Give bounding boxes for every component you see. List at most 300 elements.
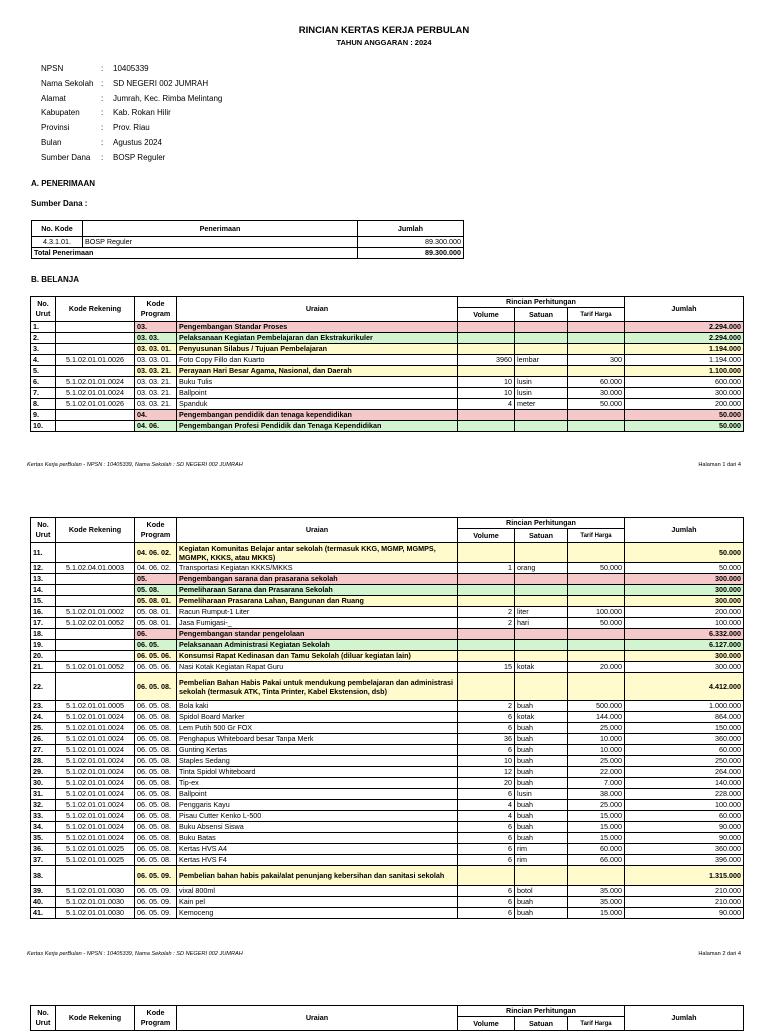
- volume-cell: 6: [458, 897, 515, 908]
- col-kode-header: No. Kode: [32, 221, 83, 237]
- program-cell: 06. 05. 08.: [135, 701, 177, 712]
- tarif-cell: 20.000: [568, 662, 625, 673]
- satuan-cell: meter: [515, 399, 568, 410]
- table-row: [31, 886, 744, 897]
- satuan-cell: [515, 866, 568, 886]
- jumlah-cell: 90.000: [625, 833, 744, 844]
- no-cell: 32.: [31, 800, 56, 811]
- info-colon: :: [101, 137, 104, 147]
- jumlah-cell: 2.294.000: [625, 333, 744, 344]
- info-colon: :: [101, 152, 104, 162]
- rekening-cell: [56, 585, 135, 596]
- col-jumlah-header: Jumlah: [625, 297, 744, 322]
- program-cell: 05. 08. 01.: [135, 618, 177, 629]
- program-cell: 06. 05. 08.: [135, 745, 177, 756]
- jumlah-cell: 264.000: [625, 767, 744, 778]
- satuan-cell: [515, 543, 568, 563]
- uraian-cell: Bola kaki: [177, 701, 458, 712]
- info-value: Kab. Rokan Hilir: [113, 108, 171, 118]
- rekening-cell: 5.1.02.01.01.0025: [56, 855, 135, 866]
- uraian-cell: Pengembangan standar pengelolaan: [177, 629, 458, 640]
- program-cell: 04. 06. 02.: [135, 563, 177, 574]
- tarif-cell: 50.000: [568, 618, 625, 629]
- tarif-cell: 15.000: [568, 811, 625, 822]
- rekening-cell: 5.1.02.01.01.0030: [56, 897, 135, 908]
- table-row: [31, 629, 744, 640]
- jumlah-cell: 50.000: [625, 421, 744, 432]
- uraian-cell: Spanduk: [177, 399, 458, 410]
- volume-cell: [458, 333, 515, 344]
- no-cell: 30.: [31, 778, 56, 789]
- school-info: [41, 62, 222, 166]
- jumlah-cell: 360.000: [625, 734, 744, 745]
- program-cell: 06. 05. 08.: [135, 855, 177, 866]
- info-value: SD NEGERI 002 JUMRAH: [113, 78, 209, 88]
- satuan-cell: buah: [515, 734, 568, 745]
- tarif-cell: [568, 333, 625, 344]
- rekening-cell: [56, 640, 135, 651]
- uraian-cell: Foto Copy Fillo dan Kuarto: [177, 355, 458, 366]
- volume-cell: [458, 344, 515, 355]
- volume-cell: [458, 421, 515, 432]
- tarif-cell: 50.000: [568, 399, 625, 410]
- rekening-cell: 5.1.02.01.01.0024: [56, 734, 135, 745]
- volume-cell: [458, 410, 515, 421]
- volume-cell: [458, 585, 515, 596]
- col-satuan-header: Satuan: [515, 308, 568, 322]
- table-row: [31, 745, 744, 756]
- jumlah-cell: 4.412.000: [625, 673, 744, 701]
- rekening-cell: 5.1.02.01.01.0026: [56, 399, 135, 410]
- col-satuan-header: Satuan: [515, 529, 568, 543]
- jumlah-cell: 396.000: [625, 855, 744, 866]
- col-jumlah-header: Jumlah: [625, 1006, 744, 1031]
- rekening-cell: 5.1.02.01.01.0024: [56, 745, 135, 756]
- satuan-cell: buah: [515, 822, 568, 833]
- info-label: NPSN: [41, 64, 64, 73]
- program-cell: 04. 06.: [135, 421, 177, 432]
- tarif-cell: [568, 866, 625, 886]
- no-cell: 27.: [31, 745, 56, 756]
- table-row: [31, 673, 744, 701]
- satuan-cell: [515, 596, 568, 607]
- satuan-cell: buah: [515, 800, 568, 811]
- rekening-cell: 5.1.02.01.01.0024: [56, 723, 135, 734]
- tarif-cell: 25.000: [568, 800, 625, 811]
- info-colon: :: [101, 123, 104, 133]
- tarif-cell: 25.000: [568, 723, 625, 734]
- uraian-cell: Pemeliharaan Sarana dan Prasarana Sekolah: [177, 585, 458, 596]
- info-row: [41, 62, 222, 77]
- jumlah-cell: 300.000: [625, 574, 744, 585]
- table-row: [31, 756, 744, 767]
- rekening-cell: [56, 651, 135, 662]
- program-cell: 03. 03.: [135, 333, 177, 344]
- volume-cell: 4: [458, 800, 515, 811]
- no-cell: 7.: [31, 388, 56, 399]
- program-cell: 06. 05. 08.: [135, 811, 177, 822]
- tarif-cell: 35.000: [568, 897, 625, 908]
- rekening-cell: 5.1.02.01.01.0052: [56, 662, 135, 673]
- table-row: [31, 596, 744, 607]
- satuan-cell: buah: [515, 908, 568, 919]
- uraian-cell: Buku Absensi Siswa: [177, 822, 458, 833]
- uraian-cell: Ballpoint: [177, 388, 458, 399]
- uraian-cell: Racun Rumput-1 Liter: [177, 607, 458, 618]
- total-row: [32, 248, 464, 259]
- satuan-cell: [515, 629, 568, 640]
- col-rincian-header: Rincian Perhitungan: [458, 1006, 625, 1017]
- satuan-cell: buah: [515, 897, 568, 908]
- rekening-cell: 5.1.02.01.01.0025: [56, 844, 135, 855]
- jumlah-cell: 50.000: [625, 563, 744, 574]
- satuan-cell: [515, 673, 568, 701]
- volume-cell: [458, 640, 515, 651]
- col-rincian-header: Rincian Perhitungan: [458, 297, 625, 308]
- jumlah-cell: 200.000: [625, 399, 744, 410]
- uraian-cell: Pembelian bahan habis pakai/alat penunjang kebersihan dan sanitasi sekolah: [177, 866, 458, 886]
- tarif-cell: 25.000: [568, 756, 625, 767]
- table-row: [31, 778, 744, 789]
- uraian-cell: Tinta Spidol Whiteboard: [177, 767, 458, 778]
- tarif-cell: [568, 596, 625, 607]
- rekening-cell: 5.1.02.01.01.0024: [56, 800, 135, 811]
- sumber-dana-label: Sumber Dana :: [31, 199, 88, 208]
- satuan-cell: buah: [515, 723, 568, 734]
- no-cell: 40.: [31, 897, 56, 908]
- tarif-cell: 66.000: [568, 855, 625, 866]
- table-row: [31, 399, 744, 410]
- info-label: Nama Sekolah: [41, 78, 94, 88]
- satuan-cell: [515, 651, 568, 662]
- satuan-cell: [515, 410, 568, 421]
- rekening-cell: 5.1.02.02.01.0052: [56, 618, 135, 629]
- program-cell: 06. 05.: [135, 640, 177, 651]
- no-cell: 25.: [31, 723, 56, 734]
- program-cell: 03. 03. 01.: [135, 344, 177, 355]
- program-cell: 06. 05. 06.: [135, 662, 177, 673]
- col-no-header: No. Urut: [31, 518, 56, 543]
- col-uraian-header: Uraian: [177, 297, 458, 322]
- info-row: [41, 151, 222, 166]
- no-cell: 21.: [31, 662, 56, 673]
- program-cell: 05. 08.: [135, 585, 177, 596]
- tarif-cell: 100.000: [568, 607, 625, 618]
- rekening-cell: [56, 421, 135, 432]
- table-row: [31, 897, 744, 908]
- uraian-cell: Perayaan Hari Besar Agama, Nasional, dan Daerah: [177, 366, 458, 377]
- volume-cell: 10: [458, 377, 515, 388]
- jumlah-cell: 140.000: [625, 778, 744, 789]
- col-volume-header: Volume: [458, 1017, 515, 1031]
- uraian-cell: Buku Batas: [177, 833, 458, 844]
- uraian-cell: Penyusunan Silabus / Tujuan Pembelajaran: [177, 344, 458, 355]
- satuan-cell: buah: [515, 745, 568, 756]
- satuan-cell: rim: [515, 855, 568, 866]
- satuan-cell: buah: [515, 756, 568, 767]
- tarif-cell: [568, 543, 625, 563]
- uraian-cell: Pisau Cutter Kenko L-500: [177, 811, 458, 822]
- program-cell: 06. 05. 09.: [135, 908, 177, 919]
- uraian-cell: Buku Tulis: [177, 377, 458, 388]
- program-cell: 06. 05. 08.: [135, 844, 177, 855]
- info-colon: :: [101, 108, 104, 118]
- table-row: [31, 585, 744, 596]
- program-cell: 06. 05. 09.: [135, 886, 177, 897]
- table-row: [31, 355, 744, 366]
- satuan-cell: buah: [515, 833, 568, 844]
- jumlah-cell: 6.127.000: [625, 640, 744, 651]
- tarif-cell: 15.000: [568, 908, 625, 919]
- program-cell: 06. 05. 08.: [135, 833, 177, 844]
- volume-cell: 12: [458, 767, 515, 778]
- program-cell: 06. 05. 08.: [135, 822, 177, 833]
- jumlah-cell: 2.294.000: [625, 322, 744, 333]
- rekening-cell: 5.1.02.01.01.0024: [56, 767, 135, 778]
- no-cell: 35.: [31, 833, 56, 844]
- no-cell: 13.: [31, 574, 56, 585]
- table-row: [31, 789, 744, 800]
- no-cell: 29.: [31, 767, 56, 778]
- uraian-cell: Kegiatan Komunitas Belajar antar sekolah (termasuk KKG, MGMP, MGMPS, MGMPK, KKKS, atau MKKS): [177, 543, 458, 563]
- info-row: [41, 77, 222, 92]
- rekening-cell: [56, 574, 135, 585]
- col-volume-header: Volume: [458, 308, 515, 322]
- col-satuan-header: Satuan: [515, 1017, 568, 1031]
- tarif-cell: 30.000: [568, 388, 625, 399]
- jumlah-cell: 1.194.000: [625, 344, 744, 355]
- rekening-cell: 5.1.02.01.01.0024: [56, 712, 135, 723]
- rekening-cell: 5.1.02.01.01.0024: [56, 756, 135, 767]
- satuan-cell: [515, 574, 568, 585]
- jumlah-cell: 250.000: [625, 756, 744, 767]
- no-cell: 6.: [31, 377, 56, 388]
- uraian-cell: Ballpoint: [177, 789, 458, 800]
- table-row: [31, 333, 744, 344]
- no-cell: 28.: [31, 756, 56, 767]
- no-cell: 11.: [31, 543, 56, 563]
- table-row: [31, 366, 744, 377]
- volume-cell: 6: [458, 833, 515, 844]
- no-cell: 12.: [31, 563, 56, 574]
- rekening-cell: [56, 629, 135, 640]
- no-cell: 17.: [31, 618, 56, 629]
- table-row: [31, 833, 744, 844]
- volume-cell: 2: [458, 618, 515, 629]
- uraian-cell: Pembelian Bahan Habis Pakai untuk mendukung pembelajaran dan administrasi sekolah (termasuk ATK, Tinta Printer, Kabel Ekstension, dsb): [177, 673, 458, 701]
- col-program-header: Kode Program: [135, 518, 177, 543]
- satuan-cell: liter: [515, 607, 568, 618]
- section-belanja-heading: B. BELANJA: [31, 275, 80, 284]
- tarif-cell: 15.000: [568, 833, 625, 844]
- volume-cell: 1: [458, 563, 515, 574]
- info-value: Prov. Riau: [113, 123, 150, 133]
- satuan-cell: lembar: [515, 355, 568, 366]
- jumlah-cell: 1.194.000: [625, 355, 744, 366]
- satuan-cell: buah: [515, 778, 568, 789]
- no-cell: 14.: [31, 585, 56, 596]
- info-value: 10405339: [113, 64, 149, 73]
- program-cell: 06. 05. 08.: [135, 767, 177, 778]
- satuan-cell: hari: [515, 618, 568, 629]
- uraian-cell: Kertas HVS F4: [177, 855, 458, 866]
- uraian-cell: Staples Sedang: [177, 756, 458, 767]
- volume-cell: 10: [458, 388, 515, 399]
- tarif-cell: [568, 651, 625, 662]
- no-cell: 33.: [31, 811, 56, 822]
- tarif-cell: [568, 673, 625, 701]
- jumlah-cell: 228.000: [625, 789, 744, 800]
- tarif-cell: 60.000: [568, 844, 625, 855]
- kode-cell: 4.3.1.01.: [32, 237, 83, 248]
- rekening-cell: 5.1.02.01.01.0024: [56, 388, 135, 399]
- info-colon: :: [101, 93, 104, 103]
- satuan-cell: kotak: [515, 712, 568, 723]
- jumlah-cell: 300.000: [625, 662, 744, 673]
- info-value: Jumrah, Kec. Rimba Melintang: [113, 93, 223, 103]
- footer-text: Kertas Kerja perBulan - NPSN : 10405339, Nama Sekolah : SD NEGERI 002 JUMRAH: [27, 951, 243, 957]
- info-value: BOSP Reguler: [113, 152, 166, 162]
- volume-cell: [458, 543, 515, 563]
- volume-cell: 6: [458, 844, 515, 855]
- page-number: Halaman 2 dari 4: [698, 951, 741, 957]
- rekening-cell: [56, 366, 135, 377]
- table-row: [31, 543, 744, 563]
- tarif-cell: [568, 410, 625, 421]
- program-cell: 06.: [135, 629, 177, 640]
- tarif-cell: 22.000: [568, 767, 625, 778]
- satuan-cell: [515, 344, 568, 355]
- table-row: [31, 574, 744, 585]
- penerimaan-cell: BOSP Reguler: [83, 237, 358, 248]
- info-label: Kabupaten: [41, 108, 80, 118]
- program-cell: 06. 05. 08.: [135, 723, 177, 734]
- table-row: [31, 866, 744, 886]
- volume-cell: [458, 322, 515, 333]
- uraian-cell: Pemeliharaan Prasarana Lahan, Bangunan dan Ruang: [177, 596, 458, 607]
- satuan-cell: lusin: [515, 789, 568, 800]
- col-uraian-header: Uraian: [177, 518, 458, 543]
- satuan-cell: kotak: [515, 662, 568, 673]
- total-label: Total Penerimaan: [32, 248, 358, 259]
- volume-cell: 4: [458, 399, 515, 410]
- info-row: [41, 92, 222, 107]
- uraian-cell: Lem Putih 500 Gr FOX: [177, 723, 458, 734]
- uraian-cell: vixal 800ml: [177, 886, 458, 897]
- volume-cell: 6: [458, 908, 515, 919]
- satuan-cell: [515, 640, 568, 651]
- satuan-cell: [515, 421, 568, 432]
- col-program-header: Kode Program: [135, 1006, 177, 1031]
- no-cell: 41.: [31, 908, 56, 919]
- rekening-cell: [56, 410, 135, 421]
- no-cell: 37.: [31, 855, 56, 866]
- jumlah-cell: 210.000: [625, 886, 744, 897]
- info-value: Agustus 2024: [113, 137, 162, 147]
- no-cell: 8.: [31, 399, 56, 410]
- rekening-cell: 5.1.02.01.01.0024: [56, 833, 135, 844]
- no-cell: 19.: [31, 640, 56, 651]
- table-row: [31, 908, 744, 919]
- uraian-cell: Pengembangan Standar Proses: [177, 322, 458, 333]
- rekening-cell: [56, 596, 135, 607]
- table-row: [31, 607, 744, 618]
- no-cell: 3.: [31, 344, 56, 355]
- table-row: [31, 822, 744, 833]
- col-no-header: No. Urut: [31, 1006, 56, 1031]
- col-program-header: Kode Program: [135, 297, 177, 322]
- table-row: [31, 734, 744, 745]
- no-cell: 39.: [31, 886, 56, 897]
- jumlah-cell: 1.315.000: [625, 866, 744, 886]
- rekening-cell: 5.1.02.01.01.0030: [56, 908, 135, 919]
- uraian-cell: Tip-ex: [177, 778, 458, 789]
- satuan-cell: [515, 333, 568, 344]
- volume-cell: [458, 629, 515, 640]
- program-cell: 06. 05. 08.: [135, 712, 177, 723]
- jumlah-cell: 300.000: [625, 651, 744, 662]
- no-cell: 26.: [31, 734, 56, 745]
- table-row: [31, 662, 744, 673]
- rekening-cell: 5.1.02.01.01.0024: [56, 811, 135, 822]
- volume-cell: 2: [458, 701, 515, 712]
- no-cell: 38.: [31, 866, 56, 886]
- col-jumlah-header: Jumlah: [625, 518, 744, 543]
- page-number: Halaman 1 dari 4: [698, 462, 741, 468]
- tarif-cell: 144.000: [568, 712, 625, 723]
- tarif-cell: 15.000: [568, 822, 625, 833]
- tarif-cell: 60.000: [568, 377, 625, 388]
- uraian-cell: Kertas HVS A4: [177, 844, 458, 855]
- col-uraian-header: Uraian: [177, 1006, 458, 1031]
- col-volume-header: Volume: [458, 529, 515, 543]
- rekening-cell: 5.1.02.01.01.0002: [56, 607, 135, 618]
- tarif-cell: [568, 344, 625, 355]
- program-cell: 05. 08. 01.: [135, 607, 177, 618]
- rekening-cell: 5.1.02.01.01.0005: [56, 701, 135, 712]
- satuan-cell: [515, 585, 568, 596]
- program-cell: 04. 06. 02.: [135, 543, 177, 563]
- jumlah-cell: 300.000: [625, 585, 744, 596]
- tarif-cell: 300: [568, 355, 625, 366]
- jumlah-cell: 210.000: [625, 897, 744, 908]
- program-cell: 06. 05. 08.: [135, 778, 177, 789]
- info-colon: :: [101, 64, 104, 73]
- satuan-cell: lusin: [515, 377, 568, 388]
- table-row: [31, 855, 744, 866]
- col-jumlah-header: Jumlah: [358, 221, 464, 237]
- jumlah-cell: 6.332.000: [625, 629, 744, 640]
- no-cell: 16.: [31, 607, 56, 618]
- program-cell: 06. 05. 08.: [135, 756, 177, 767]
- satuan-cell: [515, 322, 568, 333]
- table-row: [31, 388, 744, 399]
- volume-cell: [458, 673, 515, 701]
- tarif-cell: 38.000: [568, 789, 625, 800]
- satuan-cell: buah: [515, 767, 568, 778]
- info-row: [41, 106, 222, 121]
- no-cell: 20.: [31, 651, 56, 662]
- table-row: [31, 421, 744, 432]
- program-cell: 03. 03. 21.: [135, 377, 177, 388]
- rekening-cell: [56, 673, 135, 701]
- uraian-cell: Jasa Fumigasi-_: [177, 618, 458, 629]
- jumlah-cell: 200.000: [625, 607, 744, 618]
- program-cell: 03. 03. 21.: [135, 388, 177, 399]
- volume-cell: 2: [458, 607, 515, 618]
- satuan-cell: rim: [515, 844, 568, 855]
- no-cell: 34.: [31, 822, 56, 833]
